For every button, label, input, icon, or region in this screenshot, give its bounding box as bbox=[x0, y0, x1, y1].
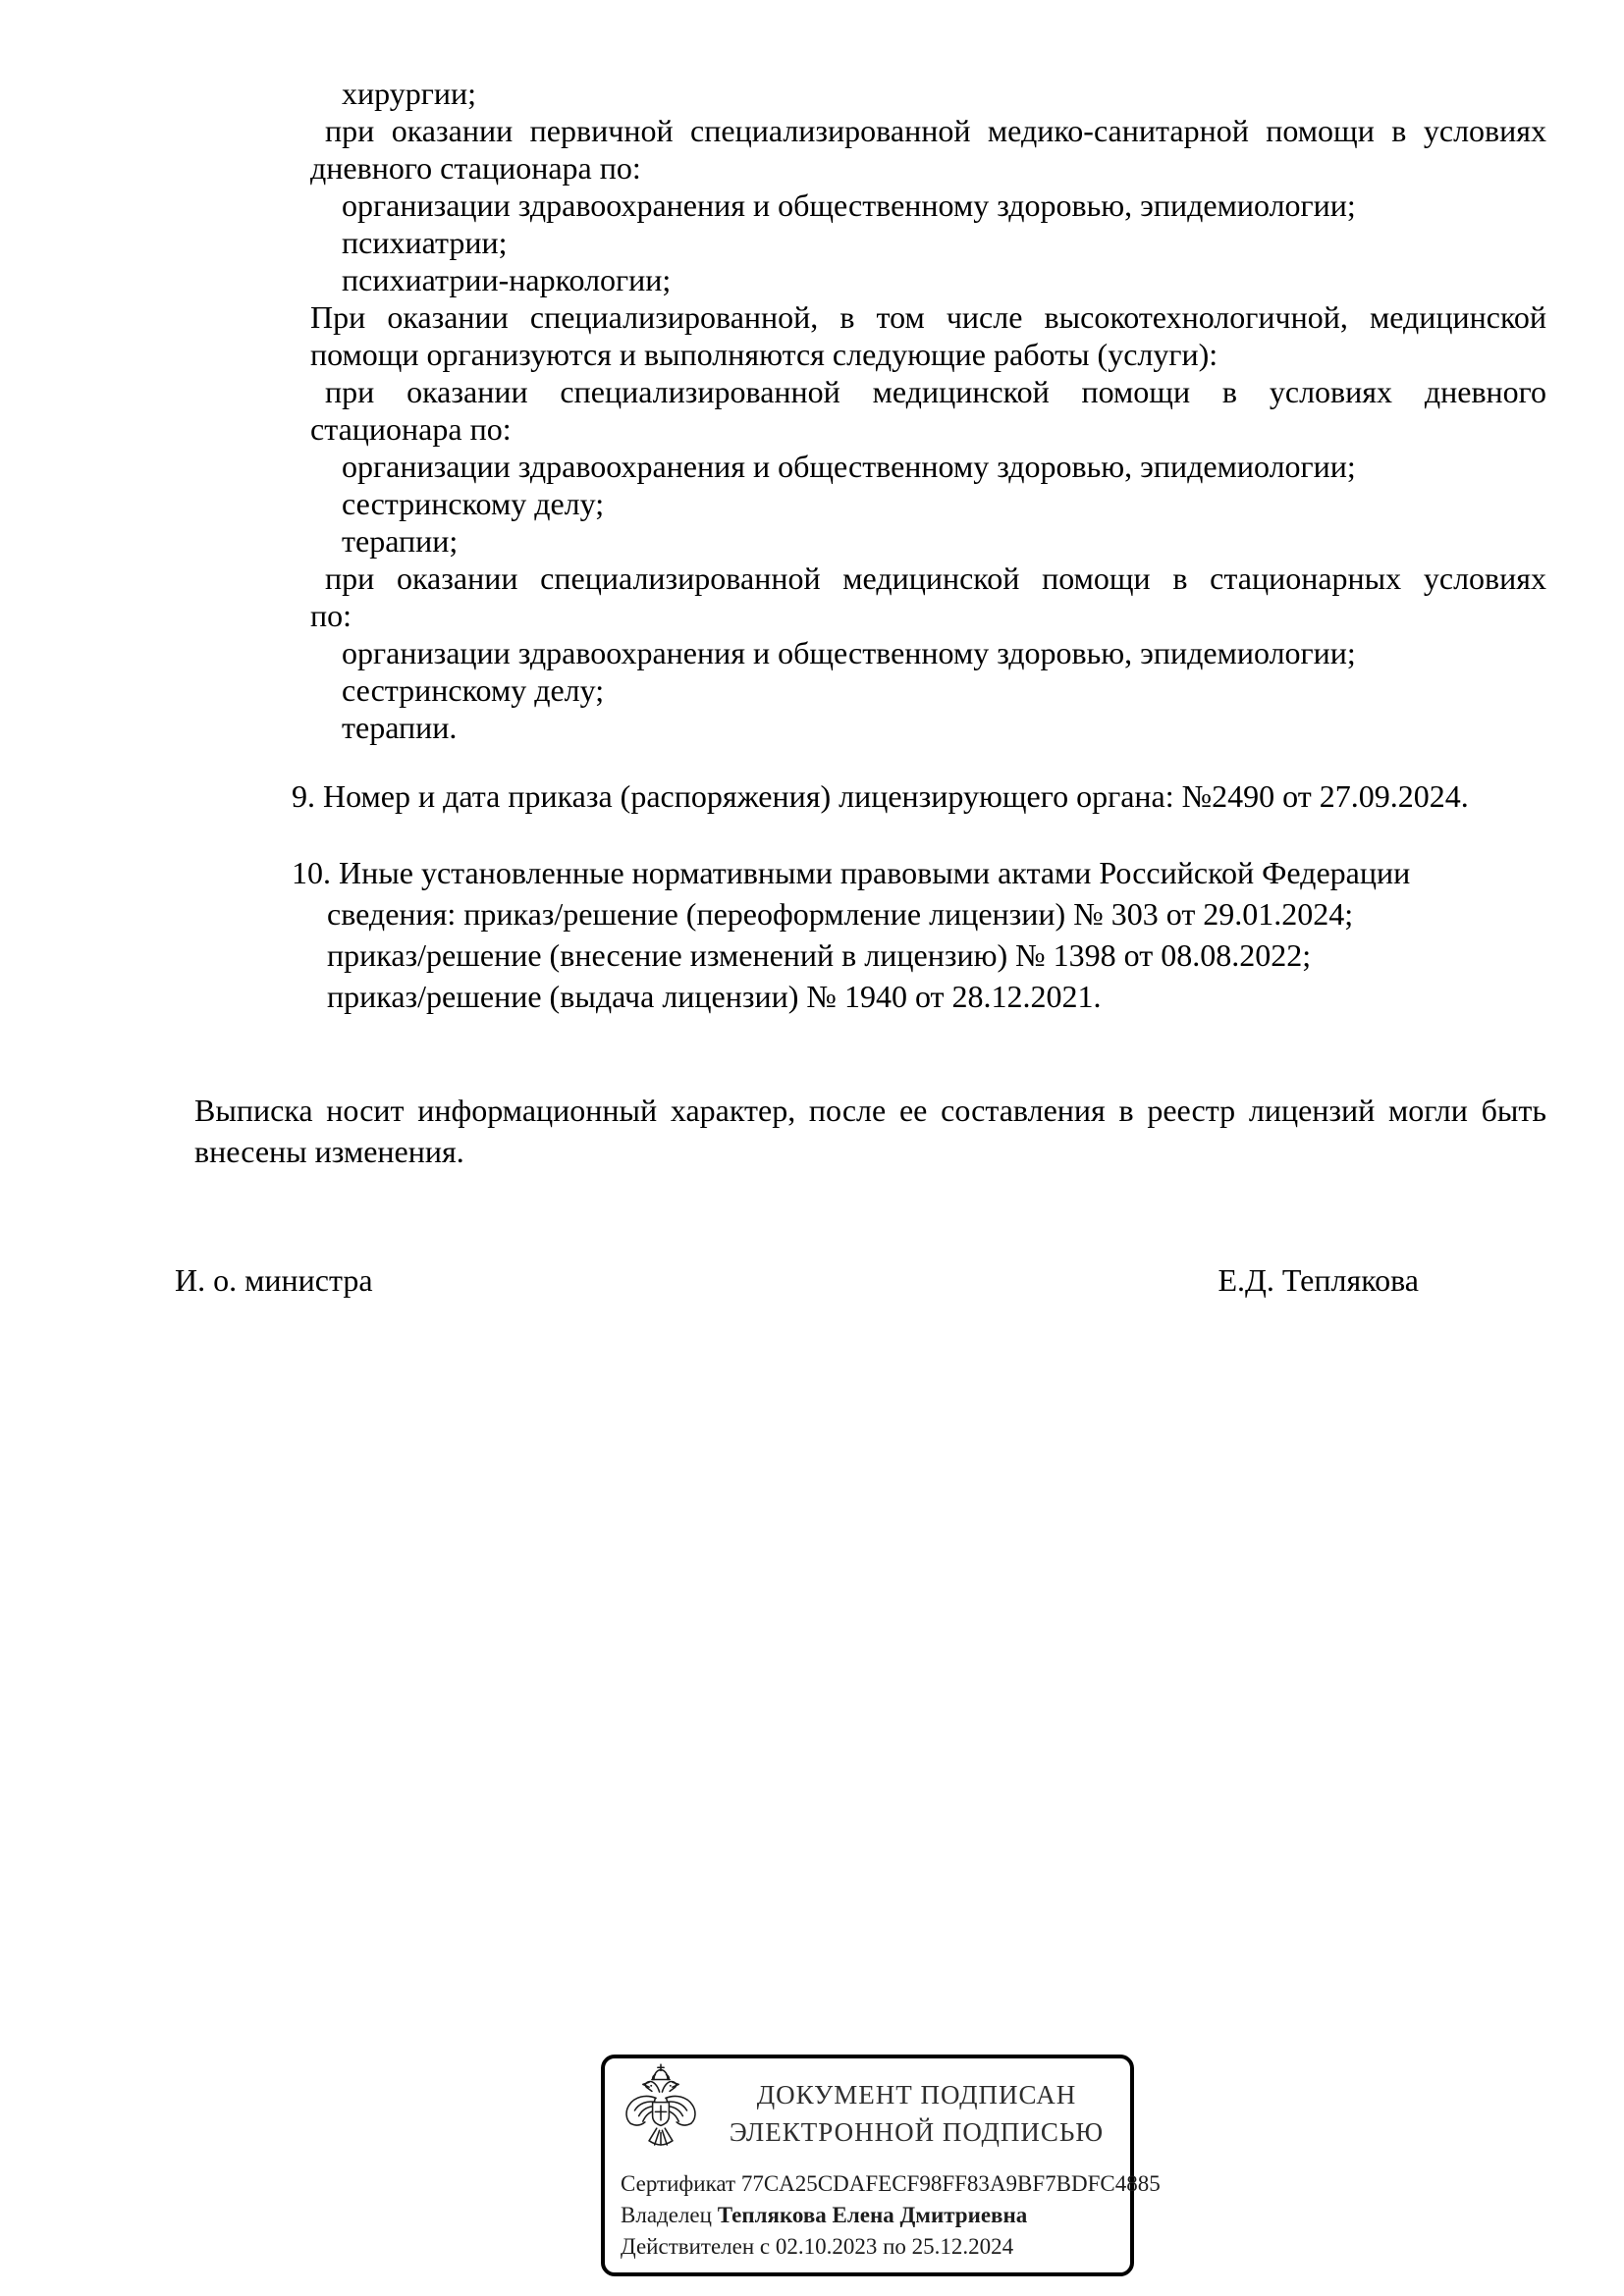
body-line: организации здравоохранения и общественному здоровью, эпидемиологии; bbox=[342, 187, 1356, 223]
body-line: хирургии; bbox=[342, 76, 476, 111]
body-line: психиатрии-наркологии; bbox=[342, 262, 672, 297]
note-line: внесены изменения. bbox=[194, 1134, 464, 1169]
info-note bbox=[0, 1090, 1624, 1172]
stamp-title-line1: ДОКУМЕНТ ПОДПИСАН bbox=[756, 2080, 1077, 2109]
other-info-item bbox=[0, 852, 1624, 1017]
electronic-signature-stamp bbox=[601, 2055, 1161, 2276]
signer-name: Е.Д. Теплякова bbox=[1218, 1262, 1419, 1298]
note-line: Выписка носит информационный характер, после ее составления в реестр лицензий могли быть bbox=[194, 1093, 1546, 1128]
body-line: сведения: приказ/решение (переоформление лицензии) № 303 от 29.01.2024; bbox=[327, 896, 1354, 932]
stamp-owner-row: Владелец Теплякова Елена Дмитриевна bbox=[621, 2203, 1028, 2227]
body-line: при оказании специализированной медицинской помощи в условиях дневного bbox=[325, 374, 1546, 409]
body-line: приказ/решение (внесение изменений в лицензию) № 1398 от 08.08.2022; bbox=[327, 937, 1312, 973]
body-line: терапии; bbox=[342, 523, 459, 559]
double-headed-eagle-icon bbox=[619, 2062, 703, 2159]
body-line: при оказании специализированной медицинской помощи в стационарных условиях bbox=[325, 561, 1546, 596]
stamp-header bbox=[605, 2058, 1130, 2159]
order-number-item bbox=[0, 775, 1624, 817]
body-line: стационара по: bbox=[310, 411, 512, 447]
body-line: по: bbox=[310, 598, 352, 633]
body-line: 9. Номер и дата приказа (распоряжения) лицензирующего органа: №2490 от 27.09.2024. bbox=[292, 778, 1469, 814]
stamp-certificate-row: Сертификат 77CA25CDAFECF98FF83A9BF7BDFC4885 bbox=[621, 2171, 1161, 2196]
body-line: организации здравоохранения и общественному здоровью, эпидемиологии; bbox=[342, 635, 1356, 670]
owner-name: Теплякова Елена Дмитриевна bbox=[717, 2203, 1028, 2227]
body-line: При оказании специализированной, в том числе высокотехнологичной, медицинской bbox=[310, 299, 1546, 335]
body-line: психиатрии; bbox=[342, 225, 508, 260]
body-line: помощи организуются и выполняются следующие работы (услуги): bbox=[310, 337, 1218, 372]
body-line: при оказании первичной специализированной медико-санитарной помощи в условиях bbox=[325, 113, 1546, 148]
body-line: терапии. bbox=[342, 710, 458, 745]
body-line: сестринскому делу; bbox=[342, 672, 605, 708]
signature-row bbox=[175, 1258, 1419, 1302]
stamp-validity-row: Действителен с 02.10.2023 по 25.12.2024 bbox=[621, 2234, 1014, 2259]
stamp-title-line2: ЭЛЕКТРОННОЙ ПОДПИСЬЮ bbox=[729, 2117, 1105, 2147]
signer-position: И. о. министра bbox=[175, 1262, 373, 1298]
certificate-value: 77CA25CDAFECF98FF83A9BF7BDFC4885 bbox=[740, 2171, 1161, 2196]
body-line: организации здравоохранения и общественному здоровью, эпидемиологии; bbox=[342, 449, 1356, 484]
stamp-details bbox=[621, 2168, 1161, 2263]
stamp-title bbox=[703, 2058, 1130, 2159]
body-line: дневного стационара по: bbox=[310, 150, 641, 186]
body-line: приказ/решение (выдача лицензии) № 1940 от 28.12.2021. bbox=[327, 979, 1102, 1014]
services-list bbox=[0, 0, 1624, 746]
body-line: сестринскому делу; bbox=[342, 486, 605, 521]
body-line: 10. Иные установленные нормативными правовыми актами Российской Федерации bbox=[292, 855, 1411, 890]
